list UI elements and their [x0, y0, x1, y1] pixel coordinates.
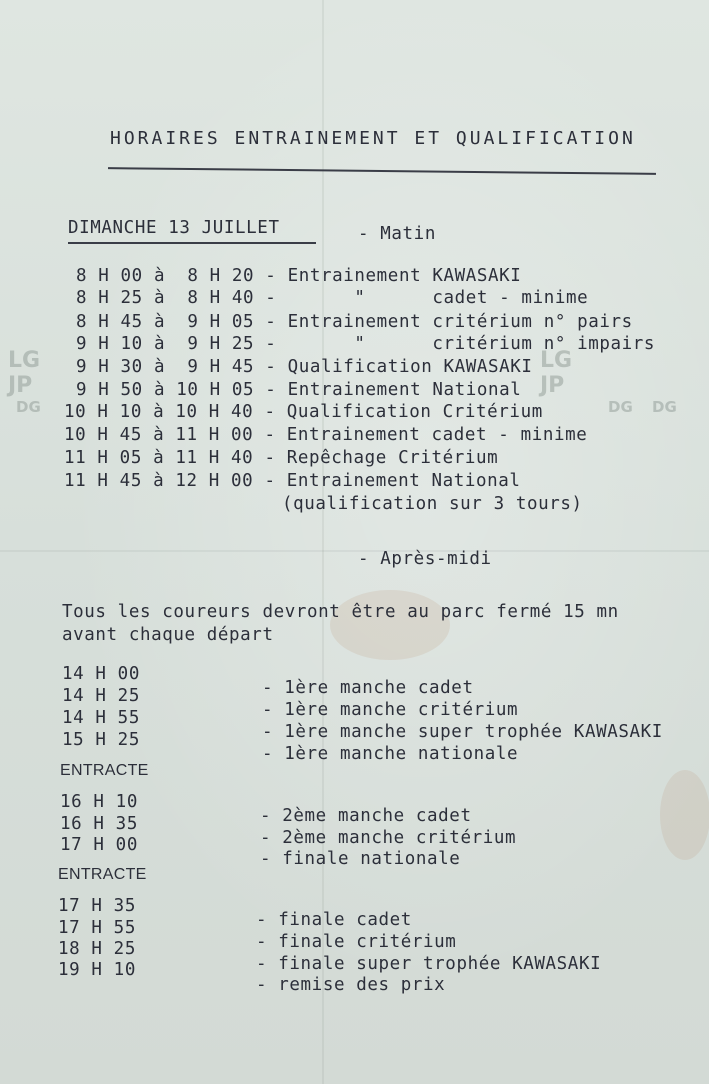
watermark-text: DG [652, 398, 677, 416]
race-time: 17 H 55 [58, 918, 136, 938]
morning-line: 8 H 00 à 8 H 20 - Entrainement KAWASAKI [76, 266, 522, 286]
race-event: - 1ère manche cadet [262, 678, 474, 698]
race-time: 14 H 00 [62, 664, 140, 684]
notice-line: avant chaque départ [62, 625, 274, 645]
morning-line: 9 H 50 à 10 H 05 - Entrainement National [76, 380, 522, 400]
watermark-logo: LG JP [8, 348, 41, 398]
day-heading: DIMANCHE 13 JUILLET [68, 218, 280, 238]
notice-line: Tous les coureurs devront être au parc fermé 15 mn [62, 602, 619, 622]
document-title: HORAIRES ENTRAINEMENT ET QUALIFICATION [110, 128, 636, 149]
morning-line-note: (qualification sur 3 tours) [282, 494, 583, 514]
race-event: - finale super trophée KAWASAKI [256, 954, 602, 974]
race-event: - finale nationale [260, 849, 461, 869]
race-time: 15 H 25 [62, 730, 140, 750]
race-time: 16 H 35 [60, 814, 138, 834]
watermark-logo: LG JP [540, 348, 573, 398]
title-underline [108, 167, 656, 175]
morning-line: 11 H 45 à 12 H 00 - Entrainement National [64, 471, 521, 491]
morning-line: 9 H 10 à 9 H 25 - " critérium n° impairs [76, 334, 656, 354]
race-event: - remise des prix [256, 975, 446, 995]
morning-line: 8 H 45 à 9 H 05 - Entrainement critérium n° pairs [76, 312, 633, 332]
race-event: - finale critérium [256, 932, 457, 952]
race-time: 14 H 25 [62, 686, 140, 706]
morning-line: 9 H 30 à 9 H 45 - Qualification KAWASAKI [76, 357, 533, 377]
paper-stain [330, 590, 450, 660]
paper-fold-horizontal [0, 550, 709, 552]
watermark-text: DG [608, 398, 633, 416]
race-event: - 1ère manche critérium [262, 700, 519, 720]
morning-label: - Matin [358, 224, 436, 244]
day-underline [68, 242, 316, 244]
morning-line: 8 H 25 à 8 H 40 - " cadet - minime [76, 288, 589, 308]
intermission-label: ENTRACTE [60, 762, 149, 779]
morning-line: 11 H 05 à 11 H 40 - Repêchage Critérium [64, 448, 499, 468]
race-time: 17 H 35 [58, 896, 136, 916]
race-time: 18 H 25 [58, 939, 136, 959]
afternoon-label: - Après-midi [358, 549, 492, 569]
morning-line: 10 H 45 à 11 H 00 - Entrainement cadet - minime [64, 425, 588, 445]
race-time: 14 H 55 [62, 708, 140, 728]
race-event: - 2ème manche critérium [260, 828, 517, 848]
race-event: - 1ère manche super trophée KAWASAKI [262, 722, 663, 742]
race-time: 19 H 10 [58, 960, 136, 980]
intermission-label: ENTRACTE [58, 866, 147, 883]
race-event: - 2ème manche cadet [260, 806, 472, 826]
race-event: - 1ère manche nationale [262, 744, 519, 764]
race-time: 17 H 00 [60, 835, 138, 855]
watermark-text: DG [16, 398, 41, 416]
paper-stain [660, 770, 709, 860]
race-time: 16 H 10 [60, 792, 138, 812]
race-event: - finale cadet [256, 910, 412, 930]
morning-line: 10 H 10 à 10 H 40 - Qualification Critérium [64, 402, 543, 422]
